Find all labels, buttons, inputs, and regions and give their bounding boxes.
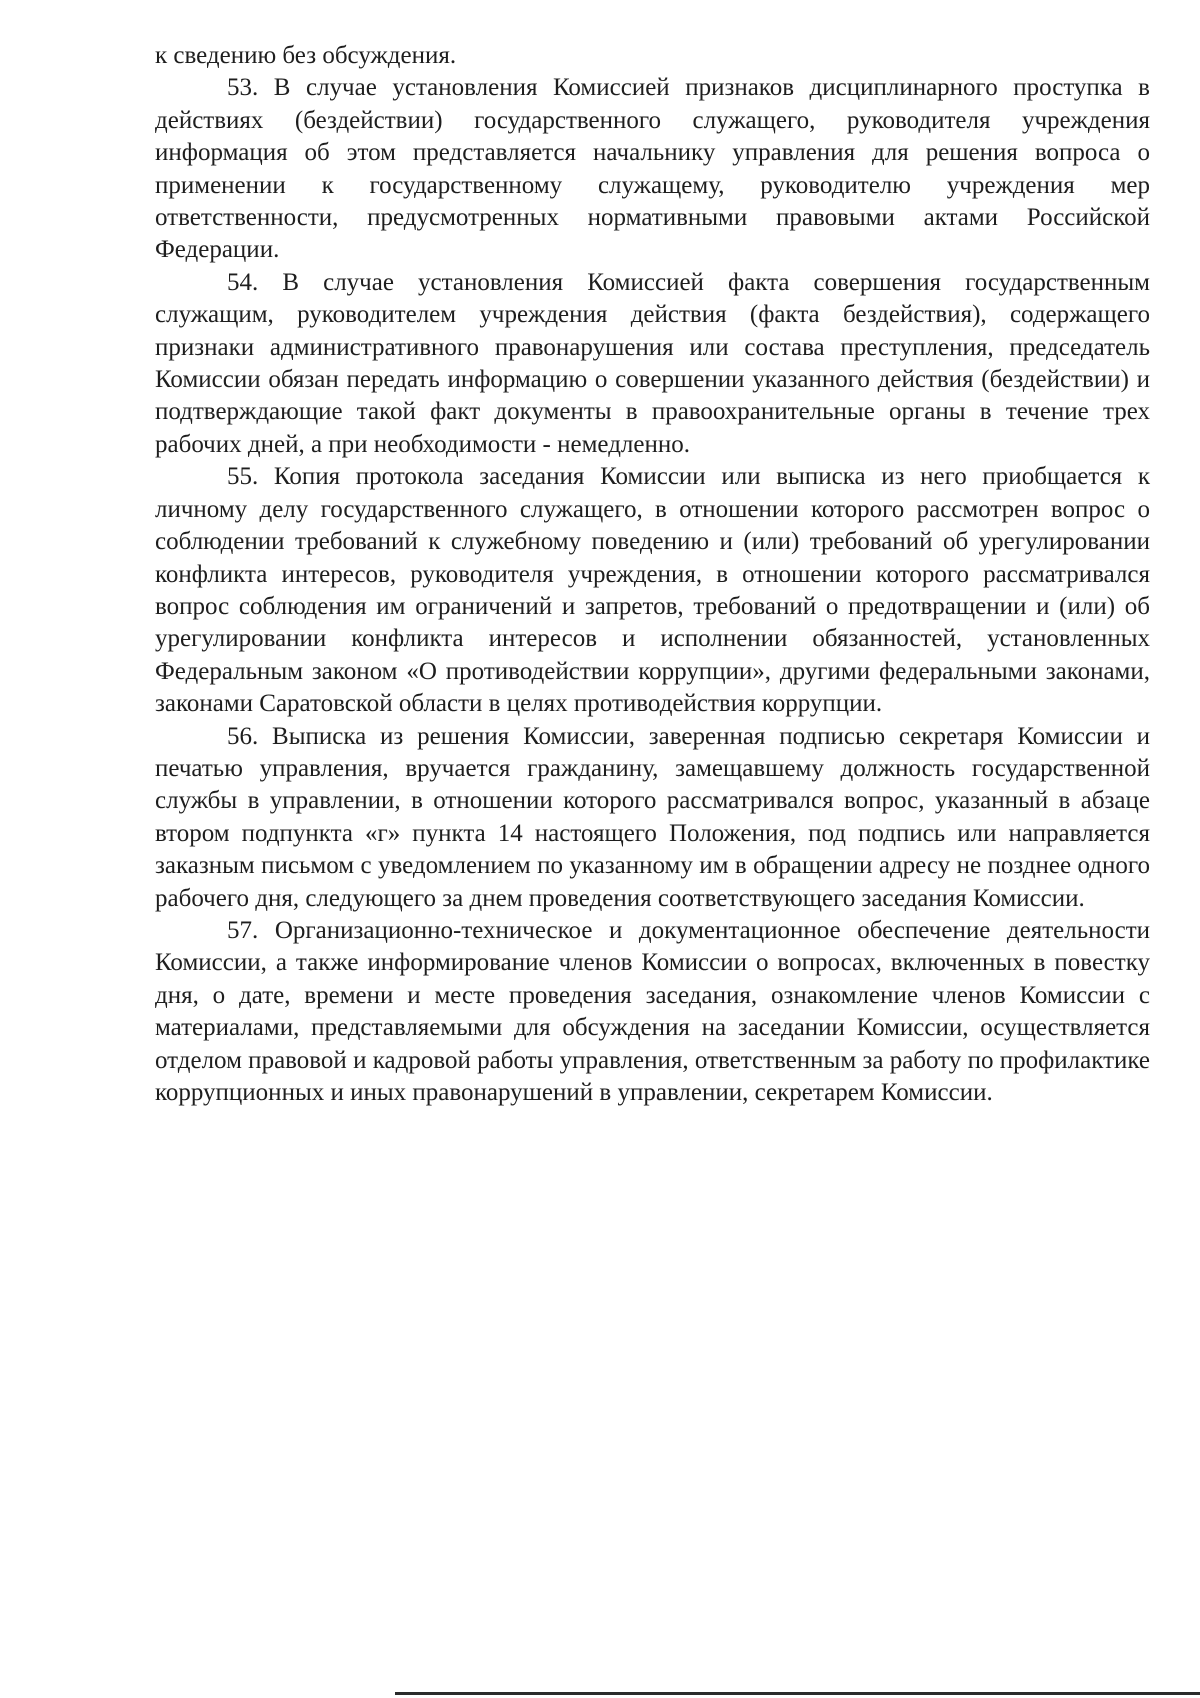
paragraph-54: 54. В случае установления Комиссией факта совершения государственным служащим, руководителем учреждения действия (факта бездействия), содержащего признаки административного правонарушения или состава преступления, председатель Комиссии обязан передать информацию о совершении указанного действия (бездействии) и подтверждающие такой факт документы в правоохранительные органы в течение трех рабочих дней, а при необходимости - немедленно.	[155, 268, 1150, 458]
document-body	[155, 40, 1150, 1109]
scan-edge-line	[395, 1692, 1200, 1695]
paragraph-56: 56. Выписка из решения Комиссии, заверенная подписью секретаря Комиссии и печатью управления, вручается гражданину, замещавшему должность государственной службы в управлении, в отношении которого рассматривался вопрос, указанный в абзаце втором подпункта «г» пункта 14 настоящего Положения, под подпись или направляется заказным письмом с уведомлением по указанному им в обращении адресу не позднее одного рабочего дня, следующего за днем проведения соответствующего заседания Комиссии.	[155, 722, 1150, 912]
paragraph-55: 55. Копия протокола заседания Комиссии или выписка из него приобщается к личному делу государственного служащего, в отношении которого рассмотрен вопрос о соблюдении требований к служебному поведению и (или) требований об урегулировании конфликта интересов, руководителя учреждения, в отношении которого рассматривался вопрос соблюдения им ограничений и запретов, требований о предотвращении и (или) об урегулировании конфликта интересов и исполнении обязанностей, установленных Федеральным законом «О противодействии коррупции», другими федеральными законами, законами Саратовской области в целях противодействия коррупции.	[155, 463, 1150, 718]
paragraph-57: 57. Организационно-техническое и документационное обеспечение деятельности Комиссии, а также информирование членов Комиссии о вопросах, включенных в повестку дня, о дате, времени и месте проведения заседания, ознакомление членов Комиссии с материалами, представляемыми для обсуждения на заседании Комиссии, осуществляется отделом правовой и кадровой работы управления, ответственным за работу по профилактике коррупционных и иных правонарушений в управлении, секретарем Комиссии.	[155, 916, 1150, 1106]
paragraph-continuation: к сведению без обсуждения.	[155, 42, 457, 69]
paragraph-53: 53. В случае установления Комиссией признаков дисциплинарного проступка в действиях (бездействии) государственного служащего, руководителя учреждения информация об этом представляется начальнику управления для решения вопроса о применении к государственному служащему, руководителю учреждения мер ответственности, предусмотренных нормативными правовыми актами Российской Федерации.	[155, 74, 1150, 264]
